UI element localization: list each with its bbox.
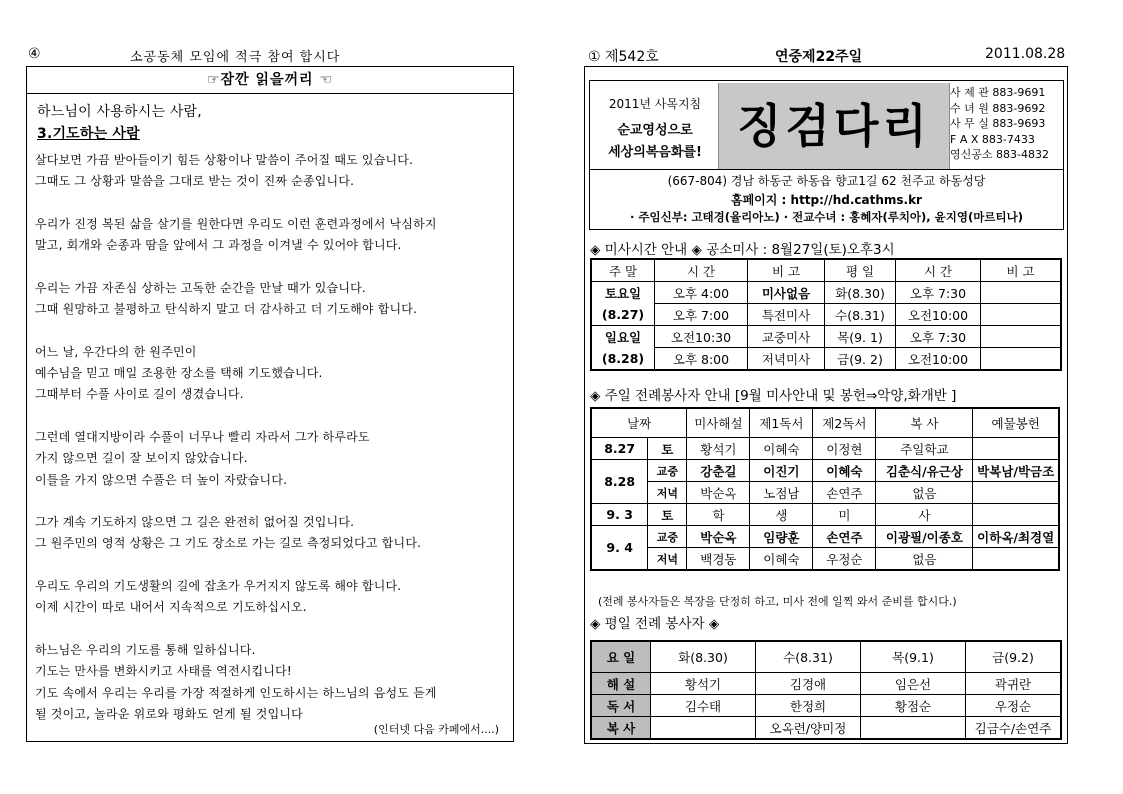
table-cell: 김경애	[756, 673, 861, 695]
table-cell: 김금수/손연주	[966, 717, 1062, 740]
table-cell: 오후 7:30	[896, 282, 981, 304]
table-row	[591, 326, 1061, 348]
header-cell: 비 고	[981, 259, 1062, 282]
table-cell	[981, 326, 1062, 348]
role-cell: 복 사	[591, 717, 651, 740]
reading-line: 가지 않으면 길이 잘 보이지 않았습니다.	[35, 451, 248, 465]
reading-subheading: 3.기도하는 사람	[37, 126, 140, 142]
header-cell: 제2독서	[813, 408, 876, 438]
header-cell: 날짜	[591, 408, 687, 438]
table-row	[591, 695, 1061, 717]
contact-convent: 수 녀 원 883-9692	[950, 101, 1046, 115]
header-cell: 요 일	[591, 641, 651, 673]
bulletin-logo: 징검다리	[737, 99, 931, 153]
table-cell: 손연주	[813, 526, 876, 548]
contact-mission: 영신공소 883-4832	[950, 148, 1049, 161]
reading-box	[26, 66, 514, 742]
date-cell: 8.27	[591, 438, 648, 460]
table-row	[591, 673, 1061, 695]
table-header-row	[591, 259, 1061, 282]
header-cell: 금(9.2)	[966, 641, 1062, 673]
table-row	[591, 304, 1061, 326]
issue-date: 2011.08.28	[985, 46, 1066, 62]
header-cell: 예물봉헌	[973, 408, 1059, 438]
day-label: 일요일	[591, 326, 655, 348]
table-cell: 강춘길	[687, 460, 750, 482]
reading-line: 살다보면 가끔 받아들이기 힘든 상황이나 말씀이 주어질 때도 있습니다.	[35, 153, 414, 167]
reading-heading: 하느님이 사용하시는 사람,	[37, 104, 202, 120]
liturgical-week: 연중제22주일	[775, 49, 863, 65]
table-cell: 오옥련/양미정	[756, 717, 861, 740]
church-address: (667-804) 경남 하동군 하동읍 향교1길 62 천주교 하동성당	[590, 169, 1063, 189]
table-cell: 우정순	[813, 548, 876, 571]
table-cell: 이혜숙	[813, 460, 876, 482]
issue-number: ① 제542호	[588, 49, 659, 65]
table-cell	[973, 548, 1059, 571]
motto-line-1: 순교영성으로	[617, 123, 693, 138]
reading-line: 그런데 열대지방이라 수풀이 너무나 빨리 자라서 그가 하루라도	[35, 430, 370, 444]
table-row	[591, 482, 1059, 504]
day-date: (8.27)	[591, 304, 655, 326]
header-cell: 시 간	[896, 259, 981, 282]
table-cell	[981, 282, 1062, 304]
table-cell	[973, 504, 1059, 526]
reading-line: 이제 시간이 따로 내어서 지속적으로 기도하십시오.	[35, 600, 307, 614]
table-cell: 저녁미사	[748, 348, 825, 371]
table-cell: 화(8.30)	[825, 282, 896, 304]
table-row	[591, 438, 1059, 460]
table-cell: 노점남	[750, 482, 813, 504]
staff-info: · 주임신부: 고태경(율리아노) · 전교수녀 : 홍혜자(루치아), 윤지영(마르티나)	[630, 210, 1023, 224]
sunday-ministers-table	[590, 407, 1060, 571]
table-row	[591, 282, 1061, 304]
reading-line: 그 원주민의 영적 상황은 그 기도 장소로 가는 길로 측정되었다고 합니다.	[35, 536, 422, 550]
table-cell: 백경동	[687, 548, 750, 571]
table-cell: 금(9. 2)	[825, 348, 896, 371]
table-cell: 박복남/박금조	[973, 460, 1059, 482]
table-cell: 없음	[876, 548, 973, 571]
table-cell: 미사없음	[748, 282, 825, 304]
table-row	[591, 504, 1059, 526]
minister-notice: (전례 봉사자들은 복장을 단정히 하고, 미사 전에 일찍 와서 준비를 합시다.)	[598, 595, 957, 608]
mass-schedule-table	[590, 258, 1062, 371]
contact-office: 사 무 실 883-9693	[950, 117, 1046, 130]
table-cell: 우정순	[966, 695, 1062, 717]
table-cell: 수(8.31)	[825, 304, 896, 326]
role-cell: 해 설	[591, 673, 651, 695]
reading-line: 기도는 만사를 변화시키고 사태를 역전시킵니다!	[35, 664, 292, 678]
table-cell	[861, 717, 966, 740]
table-header-row	[591, 408, 1059, 438]
contact-list	[950, 85, 1062, 163]
table-cell: 토	[648, 438, 687, 460]
table-cell: 임량훈	[750, 526, 813, 548]
reading-line: 어느 날, 우간다의 한 원주민이	[35, 345, 197, 359]
table-cell	[981, 304, 1062, 326]
day-date: (8.28)	[591, 348, 655, 371]
reading-line: 우리는 가끔 자존심 상하는 고독한 순간을 만날 때가 있습니다.	[35, 281, 366, 295]
table-cell: 오후 4:00	[655, 282, 748, 304]
table-cell: 김수태	[651, 695, 756, 717]
table-cell: 목(9. 1)	[825, 326, 896, 348]
reading-line: 그때부터 수풀 사이로 길이 생겼습니다.	[35, 387, 244, 401]
reading-line: 하느님은 우리의 기도를 통해 일하십니다.	[35, 643, 256, 657]
table-row	[591, 348, 1061, 371]
table-cell: 토	[648, 504, 687, 526]
table-cell: 이광필/이종호	[876, 526, 973, 548]
motto-line-2: 세상의복음화를!	[608, 145, 702, 160]
table-cell: 오전10:00	[896, 304, 981, 326]
table-cell: 교중	[648, 460, 687, 482]
table-row	[591, 460, 1059, 482]
sunday-ministers-title: ◈ 주일 전례봉사자 안내 [9월 미사안내 및 봉헌⇒악양,화개반 ]	[590, 388, 957, 404]
table-cell: 임은선	[861, 673, 966, 695]
table-header-row	[591, 641, 1061, 673]
table-cell: 황석기	[651, 673, 756, 695]
day-label: 토요일	[591, 282, 655, 304]
role-cell: 독 서	[591, 695, 651, 717]
masthead	[589, 80, 1064, 230]
reading-line: 그때도 그 상황과 말씀을 그대로 받는 것이 진짜 순종입니다.	[35, 174, 355, 188]
table-cell: 박순옥	[687, 526, 750, 548]
reading-line: 그가 계속 기도하지 않으면 그 길은 완전히 없어질 것입니다.	[35, 515, 355, 529]
table-cell	[651, 717, 756, 740]
table-cell: 생	[750, 504, 813, 526]
reading-line: 기도 속에서 우리는 우리를 가장 적절하게 인도하시는 하느님의 음성도 듣게	[35, 686, 437, 700]
reading-line: 우리가 진정 복된 삶을 살기를 원한다면 우리도 이런 훈련과정에서 낙심하지	[35, 217, 437, 231]
table-cell: 저녁	[648, 482, 687, 504]
contact-rectory: 사 제 관 883-9691	[950, 86, 1046, 99]
table-cell: 황석기	[687, 438, 750, 460]
header-cell: 평 일	[825, 259, 896, 282]
table-cell: 없음	[876, 482, 973, 504]
table-cell: 이진기	[750, 460, 813, 482]
reading-line: 이틀을 가지 않으면 수풀은 더 높이 자랐습니다.	[35, 473, 288, 487]
header-cell: 미사해설	[687, 408, 750, 438]
homepage-link[interactable]: 홈페이지 : http://hd.cathms.kr	[731, 193, 922, 207]
header-cell: 화(8.30)	[651, 641, 756, 673]
table-cell: 저녁	[648, 548, 687, 571]
pastoral-motto	[592, 83, 718, 165]
reading-line: 예수님을 믿고 매일 조용한 장소를 택해 기도했습니다.	[35, 366, 323, 380]
date-cell: 9. 3	[591, 504, 648, 526]
header-cell: 비 고	[748, 259, 825, 282]
motto-year: 2011년 사목지침	[608, 97, 702, 111]
table-cell: 이정현	[813, 438, 876, 460]
table-cell: 오후 7:00	[655, 304, 748, 326]
table-cell: 이혜숙	[750, 438, 813, 460]
weekday-ministers-table	[590, 640, 1062, 740]
table-cell: 이혜숙	[750, 548, 813, 571]
table-row	[591, 548, 1059, 571]
header-cell: 복 사	[876, 408, 973, 438]
table-cell: 주일학교	[876, 438, 973, 460]
table-cell: 한정희	[756, 695, 861, 717]
weekday-ministers-title: ◈ 평일 전례 봉사자 ◈	[590, 616, 720, 632]
reading-line: 우리도 우리의 기도생활의 길에 잡초가 우거지지 않도록 해야 합니다.	[35, 579, 402, 593]
table-row	[591, 526, 1059, 548]
header-cell: 목(9.1)	[861, 641, 966, 673]
table-cell: 황점순	[861, 695, 966, 717]
table-cell: 오후 8:00	[655, 348, 748, 371]
table-cell: 오후 7:30	[896, 326, 981, 348]
reading-line: 말고, 회개와 순종과 땀을 앞에서 그 과정을 이겨낼 수 있어야 합니다.	[35, 238, 402, 252]
page-motto: 소공동체 모임에 적극 참여 합시다	[130, 50, 341, 65]
table-cell: 교중	[648, 526, 687, 548]
table-cell: 박순옥	[687, 482, 750, 504]
reading-source: (인터넷 다음 카페에서....)	[373, 723, 499, 736]
reading-banner: ☞잠깐 읽을꺼리 ☜	[27, 67, 513, 94]
table-cell: 교중미사	[748, 326, 825, 348]
header-cell: 수(8.31)	[756, 641, 861, 673]
header-cell: 제1독서	[750, 408, 813, 438]
contact-fax: F A X 883-7433	[950, 132, 1035, 146]
table-cell: 오전10:00	[896, 348, 981, 371]
reading-line: 그때 원망하고 불평하고 탄식하지 말고 더 감사하고 더 기도해야 합니다.	[35, 302, 418, 316]
date-cell: 8.28	[591, 460, 648, 504]
table-cell: 특전미사	[748, 304, 825, 326]
table-cell: 사	[876, 504, 973, 526]
table-cell: 이하옥/최경열	[973, 526, 1059, 548]
table-cell	[973, 438, 1059, 460]
header-cell: 시 간	[655, 259, 748, 282]
logo-panel	[718, 83, 950, 169]
mass-schedule-title: ◈ 미사시간 안내 ◈ 공소미사 : 8월27일(토)오후3시	[590, 242, 895, 258]
table-cell: 오전10:30	[655, 326, 748, 348]
header-cell: 주 말	[591, 259, 655, 282]
table-cell: 곽귀란	[966, 673, 1062, 695]
table-cell	[981, 348, 1062, 371]
table-cell: 미	[813, 504, 876, 526]
table-row	[591, 717, 1061, 740]
reading-line: 될 것이고, 놀라운 위로와 평화도 얻게 될 것입니다	[35, 707, 303, 721]
page-number-left: ④	[28, 46, 41, 62]
table-cell: 학	[687, 504, 750, 526]
table-cell	[973, 482, 1059, 504]
table-cell: 김춘식/유근상	[876, 460, 973, 482]
date-cell: 9. 4	[591, 526, 648, 571]
table-cell: 손연주	[813, 482, 876, 504]
